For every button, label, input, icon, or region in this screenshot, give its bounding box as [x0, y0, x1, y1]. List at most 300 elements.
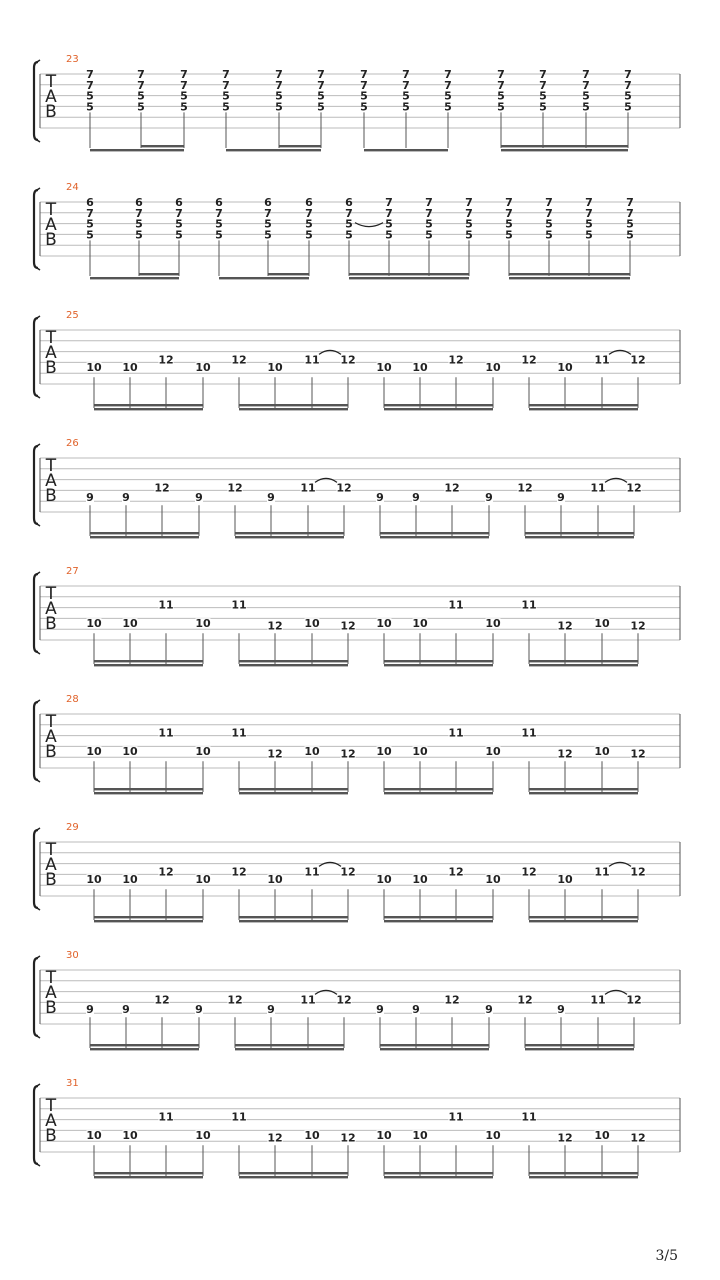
beam: [529, 792, 638, 794]
fret-number: 10: [376, 617, 392, 631]
bracket-hook-top: [37, 60, 40, 62]
system-bracket: [34, 830, 38, 908]
beam: [239, 916, 348, 918]
fret-number: 10: [412, 361, 428, 375]
fret-number: 12: [448, 865, 464, 879]
fret-number: 12: [340, 747, 356, 761]
fret-number: 5: [135, 228, 143, 242]
fret-number: 9: [557, 491, 565, 505]
beam: [94, 404, 203, 406]
fret-number: 12: [340, 1131, 356, 1145]
fret-number: 9: [267, 491, 275, 505]
fret-number: 7: [545, 206, 553, 220]
beam: [384, 788, 493, 790]
bracket-hook-bottom: [37, 524, 40, 526]
fret-number: 11: [158, 726, 174, 740]
fret-number: 10: [412, 745, 428, 759]
fret-number: 5: [86, 100, 94, 114]
fret-number: 5: [585, 228, 593, 242]
fret-number: 9: [557, 1003, 565, 1017]
measure-number: 29: [66, 822, 79, 833]
fret-number: 6: [215, 196, 223, 209]
tab-clef-b: B: [45, 614, 57, 634]
fret-number: 11: [590, 993, 606, 1007]
fret-number: 12: [231, 353, 247, 367]
measure-number: 24: [66, 182, 79, 193]
fret-number: 6: [264, 196, 272, 209]
fret-number: 7: [180, 68, 188, 81]
fret-number: 5: [465, 228, 473, 242]
beam: [141, 145, 184, 147]
fret-number: 10: [195, 617, 211, 631]
fret-number: 5: [465, 217, 473, 231]
system-bracket: [34, 318, 38, 396]
fret-number: 12: [630, 747, 646, 761]
beam: [384, 664, 493, 666]
tab-clef-b: B: [45, 742, 57, 762]
beam: [384, 660, 493, 662]
fret-number: 12: [630, 865, 646, 879]
fret-number: 7: [539, 68, 547, 81]
fret-number: 10: [594, 1129, 610, 1143]
fret-number: 5: [137, 100, 145, 114]
fret-number: 5: [444, 100, 452, 114]
fret-number: 12: [336, 993, 352, 1007]
fret-number: 11: [158, 1110, 174, 1124]
fret-number: 7: [317, 68, 325, 81]
fret-number: 5: [545, 217, 553, 231]
measure-number: 26: [66, 438, 79, 449]
fret-number: 10: [304, 745, 320, 759]
tab-clef-b: B: [45, 1126, 57, 1146]
fret-number: 5: [345, 217, 353, 231]
tab-clef-a: A: [45, 343, 57, 363]
fret-number: 12: [231, 865, 247, 879]
tab-clef-t: T: [45, 968, 57, 988]
fret-number: 5: [360, 89, 368, 103]
system-26: [34, 438, 680, 538]
tab-clef-b: B: [45, 102, 57, 122]
fret-number: 7: [402, 78, 410, 92]
beam: [380, 1044, 489, 1046]
bracket-hook-top: [37, 316, 40, 318]
fret-number: 10: [86, 873, 102, 887]
fret-number: 9: [376, 1003, 384, 1017]
bracket-hook-bottom: [37, 140, 40, 142]
slur: [319, 350, 341, 354]
fret-number: 7: [624, 78, 632, 92]
beam: [239, 1176, 348, 1178]
fret-number: 11: [304, 353, 320, 367]
fret-number: 12: [444, 993, 460, 1007]
fret-number: 7: [345, 206, 353, 220]
fret-number: 11: [448, 598, 464, 612]
fret-number: 9: [376, 491, 384, 505]
fret-number: 7: [275, 78, 283, 92]
bracket-hook-bottom: [37, 780, 40, 782]
beam: [529, 660, 638, 662]
fret-number: 11: [231, 598, 247, 612]
measure-number: 23: [66, 54, 79, 65]
fret-number: 7: [505, 206, 513, 220]
fret-number: 9: [122, 1003, 130, 1017]
fret-number: 9: [195, 491, 203, 505]
bracket-hook-top: [37, 828, 40, 830]
bracket-hook-top: [37, 956, 40, 958]
fret-number: 10: [86, 617, 102, 631]
beam: [380, 1048, 489, 1050]
fret-number: 6: [305, 196, 313, 209]
fret-number: 10: [195, 873, 211, 887]
beam: [268, 273, 309, 275]
fret-number: 11: [300, 481, 316, 495]
beam: [529, 408, 638, 410]
fret-number: 5: [497, 89, 505, 103]
tab-clef-t: T: [45, 200, 57, 220]
beam: [94, 660, 203, 662]
fret-number: 5: [497, 100, 505, 114]
fret-number: 11: [594, 865, 610, 879]
slur: [319, 862, 341, 866]
fret-number: 10: [267, 873, 283, 887]
beam: [529, 1176, 638, 1178]
system-29: [34, 822, 680, 922]
fret-number: 12: [557, 1131, 573, 1145]
fret-number: 10: [594, 617, 610, 631]
beam: [384, 1176, 493, 1178]
system-31: [34, 1078, 680, 1178]
fret-number: 12: [340, 865, 356, 879]
fret-number: 7: [539, 78, 547, 92]
fret-number: 7: [222, 78, 230, 92]
fret-number: 6: [135, 196, 143, 209]
beam: [94, 916, 203, 918]
bracket-hook-bottom: [37, 1036, 40, 1038]
fret-number: 10: [557, 873, 573, 887]
tab-clef-b: B: [45, 998, 57, 1018]
fret-number: 11: [521, 1110, 537, 1124]
beam: [90, 277, 179, 279]
beam: [529, 916, 638, 918]
fret-number: 10: [376, 745, 392, 759]
measure-number: 28: [66, 694, 79, 705]
system-25: [34, 310, 680, 410]
slur: [315, 478, 337, 482]
fret-number: 5: [425, 228, 433, 242]
system-bracket: [34, 446, 38, 524]
fret-number: 7: [465, 206, 473, 220]
fret-number: 5: [180, 89, 188, 103]
fret-number: 12: [517, 993, 533, 1007]
fret-number: 10: [594, 745, 610, 759]
bracket-hook-top: [37, 444, 40, 446]
fret-number: 5: [385, 228, 393, 242]
beam: [235, 536, 344, 538]
fret-number: 10: [122, 361, 138, 375]
fret-number: 10: [304, 617, 320, 631]
fret-number: 12: [521, 865, 537, 879]
fret-number: 7: [275, 68, 283, 81]
fret-number: 10: [485, 617, 501, 631]
beam: [239, 408, 348, 410]
fret-number: 5: [86, 89, 94, 103]
fret-number: 10: [485, 1129, 501, 1143]
beam: [529, 1172, 638, 1174]
fret-number: 5: [582, 100, 590, 114]
fret-number: 5: [539, 89, 547, 103]
fret-number: 11: [448, 1110, 464, 1124]
fret-number: 6: [175, 196, 183, 209]
fret-number: 7: [626, 196, 634, 209]
fret-number: 7: [317, 78, 325, 92]
fret-number: 9: [485, 1003, 493, 1017]
fret-number: 5: [305, 217, 313, 231]
fret-number: 12: [336, 481, 352, 495]
fret-number: 12: [158, 353, 174, 367]
system-23: [34, 54, 680, 151]
fret-number: 7: [585, 196, 593, 209]
beam: [525, 536, 634, 538]
fret-number: 9: [485, 491, 493, 505]
fret-number: 5: [317, 100, 325, 114]
fret-number: 11: [304, 865, 320, 879]
beam: [525, 532, 634, 534]
fret-number: 9: [86, 491, 94, 505]
fret-number: 10: [267, 361, 283, 375]
fret-number: 5: [505, 228, 513, 242]
fret-number: 10: [122, 1129, 138, 1143]
fret-number: 7: [505, 196, 513, 209]
fret-number: 10: [376, 1129, 392, 1143]
slur: [605, 990, 627, 994]
system-bracket: [34, 574, 38, 652]
fret-number: 7: [425, 206, 433, 220]
fret-number: 5: [135, 217, 143, 231]
fret-number: 12: [340, 353, 356, 367]
fret-number: 10: [376, 873, 392, 887]
fret-number: 9: [86, 1003, 94, 1017]
beam: [94, 1176, 203, 1178]
fret-number: 5: [582, 89, 590, 103]
tab-clef-t: T: [45, 456, 57, 476]
fret-number: 11: [231, 726, 247, 740]
beam: [90, 149, 184, 151]
fret-number: 10: [86, 361, 102, 375]
system-bracket: [34, 1086, 38, 1164]
fret-number: 5: [137, 89, 145, 103]
beam: [529, 404, 638, 406]
fret-number: 10: [485, 745, 501, 759]
beam: [94, 664, 203, 666]
tab-clef-t: T: [45, 712, 57, 732]
beam: [364, 149, 448, 151]
fret-number: 10: [122, 745, 138, 759]
fret-number: 12: [158, 865, 174, 879]
beam: [239, 660, 348, 662]
beam: [525, 1044, 634, 1046]
fret-number: 10: [122, 873, 138, 887]
fret-number: 5: [317, 89, 325, 103]
fret-number: 11: [231, 1110, 247, 1124]
fret-number: 7: [626, 206, 634, 220]
beam: [90, 532, 199, 534]
measure-number: 27: [66, 566, 79, 577]
page-number: 3/5: [655, 1248, 678, 1264]
fret-number: 5: [305, 228, 313, 242]
tab-clef-a: A: [45, 215, 57, 235]
fret-number: 7: [444, 78, 452, 92]
fret-number: 12: [267, 747, 283, 761]
fret-number: 7: [137, 68, 145, 81]
beam: [239, 792, 348, 794]
fret-number: 5: [425, 217, 433, 231]
tab-clef-b: B: [45, 486, 57, 506]
fret-number: 10: [122, 617, 138, 631]
fret-number: 7: [545, 196, 553, 209]
fret-number: 7: [582, 68, 590, 81]
fret-number: 7: [444, 68, 452, 81]
beam: [90, 1048, 199, 1050]
fret-number: 10: [376, 361, 392, 375]
fret-number: 5: [215, 228, 223, 242]
system-bracket: [34, 190, 38, 268]
fret-number: 5: [402, 100, 410, 114]
beam: [384, 404, 493, 406]
fret-number: 5: [626, 217, 634, 231]
fret-number: 7: [385, 206, 393, 220]
tab-clef-a: A: [45, 87, 57, 107]
fret-number: 7: [86, 206, 94, 220]
fret-number: 11: [300, 993, 316, 1007]
fret-number: 12: [227, 481, 243, 495]
system-28: [34, 694, 680, 794]
fret-number: 5: [402, 89, 410, 103]
beam: [279, 145, 321, 147]
system-bracket: [34, 958, 38, 1036]
fret-number: 12: [154, 481, 170, 495]
fret-number: 6: [345, 196, 353, 209]
fret-number: 7: [305, 206, 313, 220]
beam: [219, 277, 309, 279]
tab-clef-a: A: [45, 1111, 57, 1131]
system-30: [34, 950, 680, 1050]
fret-number: 9: [412, 491, 420, 505]
beam: [384, 920, 493, 922]
beam: [139, 273, 179, 275]
fret-number: 9: [195, 1003, 203, 1017]
fret-number: 7: [425, 196, 433, 209]
beam: [529, 664, 638, 666]
system-bracket: [34, 62, 38, 140]
system-27: [34, 566, 680, 666]
fret-number: 5: [624, 100, 632, 114]
bracket-hook-bottom: [37, 652, 40, 654]
tab-clef-a: A: [45, 471, 57, 491]
fret-number: 10: [195, 1129, 211, 1143]
fret-number: 12: [227, 993, 243, 1007]
fret-number: 12: [630, 619, 646, 633]
fret-number: 11: [590, 481, 606, 495]
beam: [94, 788, 203, 790]
fret-number: 5: [275, 89, 283, 103]
fret-number: 12: [267, 619, 283, 633]
beam: [94, 920, 203, 922]
tab-clef-t: T: [45, 1096, 57, 1116]
fret-number: 5: [624, 89, 632, 103]
beam: [94, 408, 203, 410]
fret-number: 9: [267, 1003, 275, 1017]
fret-number: 7: [624, 68, 632, 81]
tab-clef-a: A: [45, 855, 57, 875]
fret-number: 7: [582, 78, 590, 92]
slur: [315, 990, 337, 994]
beam: [509, 277, 630, 279]
fret-number: 7: [86, 78, 94, 92]
bracket-hook-top: [37, 188, 40, 190]
fret-number: 12: [557, 747, 573, 761]
beam: [384, 916, 493, 918]
bracket-hook-top: [37, 572, 40, 574]
fret-number: 5: [222, 100, 230, 114]
tab-clef-t: T: [45, 584, 57, 604]
fret-number: 7: [175, 206, 183, 220]
fret-number: 10: [412, 873, 428, 887]
tab-clef-t: T: [45, 72, 57, 92]
beam: [349, 273, 469, 275]
beam: [384, 408, 493, 410]
fret-number: 7: [180, 78, 188, 92]
beam: [235, 1044, 344, 1046]
fret-number: 11: [521, 598, 537, 612]
fret-number: 5: [585, 217, 593, 231]
beam: [239, 1172, 348, 1174]
fret-number: 7: [385, 196, 393, 209]
fret-number: 10: [557, 361, 573, 375]
beam: [90, 1044, 199, 1046]
fret-number: 12: [626, 481, 642, 495]
fret-number: 10: [412, 617, 428, 631]
measure-number: 25: [66, 310, 79, 321]
beam: [509, 273, 630, 275]
tab-clef-b: B: [45, 230, 57, 250]
fret-number: 5: [215, 217, 223, 231]
fret-number: 9: [412, 1003, 420, 1017]
beam: [235, 532, 344, 534]
fret-number: 5: [180, 100, 188, 114]
beam: [94, 792, 203, 794]
fret-number: 10: [195, 361, 211, 375]
fret-number: 7: [360, 68, 368, 81]
beam: [239, 920, 348, 922]
fret-number: 7: [86, 68, 94, 81]
system-bracket: [34, 702, 38, 780]
tab-clef-t: T: [45, 840, 57, 860]
fret-number: 5: [539, 100, 547, 114]
fret-number: 12: [267, 1131, 283, 1145]
bracket-hook-bottom: [37, 908, 40, 910]
fret-number: 5: [545, 228, 553, 242]
beam: [239, 788, 348, 790]
beam: [239, 664, 348, 666]
bracket-hook-top: [37, 700, 40, 702]
beam: [384, 792, 493, 794]
tab-clef-a: A: [45, 599, 57, 619]
fret-number: 10: [195, 745, 211, 759]
fret-number: 9: [122, 491, 130, 505]
fret-number: 7: [222, 68, 230, 81]
fret-number: 12: [630, 353, 646, 367]
fret-number: 5: [505, 217, 513, 231]
